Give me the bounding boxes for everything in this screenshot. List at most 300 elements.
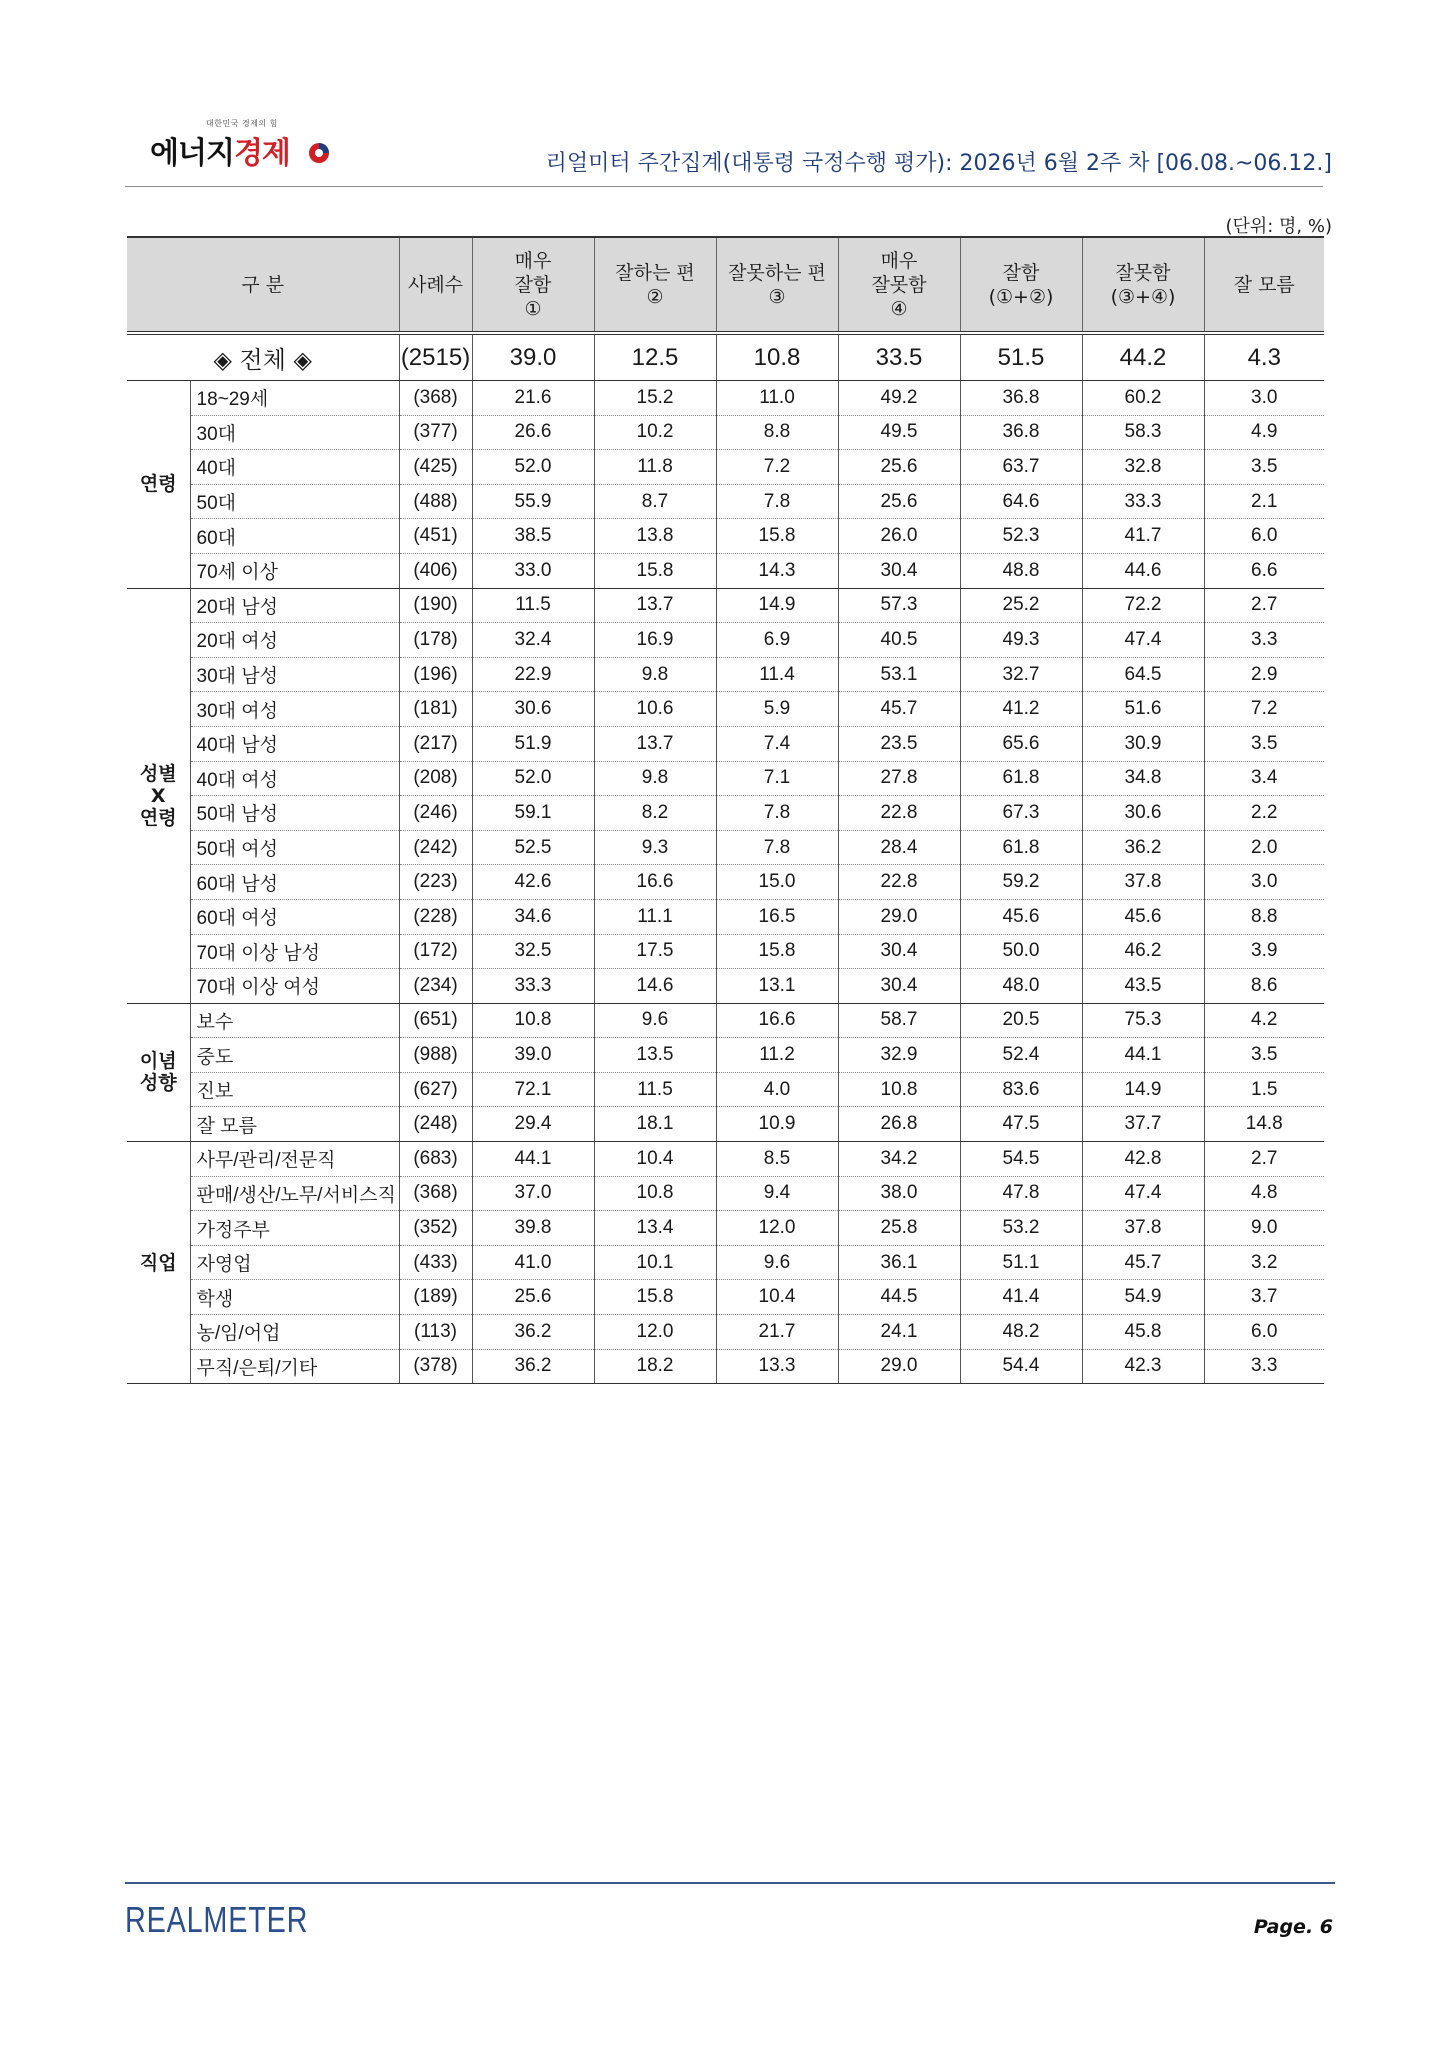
value-cell: 30.4 xyxy=(838,553,960,588)
value-cell: 3.3 xyxy=(1204,1349,1324,1384)
value-cell: 34.8 xyxy=(1082,761,1204,796)
value-cell: 49.5 xyxy=(838,415,960,450)
value-cell: 4.9 xyxy=(1204,415,1324,450)
row-label: 잘 모름 xyxy=(190,1107,399,1142)
value-cell: 2.1 xyxy=(1204,484,1324,519)
value-cell: 36.8 xyxy=(960,415,1082,450)
table-row xyxy=(127,1176,1324,1211)
table-row xyxy=(127,1280,1324,1315)
value-cell: 12.0 xyxy=(716,1211,838,1246)
publisher-logo xyxy=(150,118,350,172)
unit-note: (단위: 명, %) xyxy=(1225,216,1332,237)
total-cases: (2515) xyxy=(399,335,472,381)
value-cell: 6.0 xyxy=(1204,1315,1324,1350)
value-cell: 9.6 xyxy=(594,1003,716,1038)
value-cell: 64.5 xyxy=(1082,657,1204,692)
logo-wordmark-part2: 경제 xyxy=(233,136,290,171)
value-cell: 10.8 xyxy=(838,1072,960,1107)
header-cases: 사례수 xyxy=(399,237,472,332)
page-number: Page. 6 xyxy=(1253,1916,1333,1938)
value-cell: 26.6 xyxy=(472,415,594,450)
value-cell: 32.8 xyxy=(1082,450,1204,485)
value-cell: 13.8 xyxy=(594,519,716,554)
value-cell: 15.0 xyxy=(716,865,838,900)
table-row xyxy=(127,1245,1324,1280)
value-cell: 25.2 xyxy=(960,588,1082,623)
value-cell: 10.9 xyxy=(716,1107,838,1142)
row-label: 사무/관리/전문직 xyxy=(190,1142,399,1177)
row-cases: (246) xyxy=(399,796,472,831)
row-cases: (208) xyxy=(399,761,472,796)
value-cell: 13.5 xyxy=(594,1038,716,1073)
value-cell: 16.5 xyxy=(716,899,838,934)
value-cell: 4.2 xyxy=(1204,1003,1324,1038)
row-label: 무직/은퇴/기타 xyxy=(190,1349,399,1384)
value-cell: 67.3 xyxy=(960,796,1082,831)
row-cases: (228) xyxy=(399,899,472,934)
table-row xyxy=(127,1315,1324,1350)
value-cell: 3.5 xyxy=(1204,450,1324,485)
value-cell: 48.8 xyxy=(960,553,1082,588)
table-row xyxy=(127,934,1324,969)
value-cell: 58.7 xyxy=(838,1003,960,1038)
value-cell: 13.4 xyxy=(594,1211,716,1246)
value-cell: 36.8 xyxy=(960,381,1082,416)
table-row xyxy=(127,1142,1324,1177)
footer-divider xyxy=(125,1882,1335,1884)
table-row xyxy=(127,1003,1324,1038)
value-cell: 52.4 xyxy=(960,1038,1082,1073)
group-label: 연령 xyxy=(127,381,190,589)
value-cell: 3.9 xyxy=(1204,934,1324,969)
row-label: 70대 이상 남성 xyxy=(190,934,399,969)
table-row xyxy=(127,1038,1324,1073)
total-label: ◈ 전체 ◈ xyxy=(127,335,399,381)
row-cases: (242) xyxy=(399,830,472,865)
row-cases: (352) xyxy=(399,1211,472,1246)
row-cases: (223) xyxy=(399,865,472,900)
total-row xyxy=(127,335,1324,381)
row-cases: (181) xyxy=(399,692,472,727)
table-row xyxy=(127,899,1324,934)
value-cell: 83.6 xyxy=(960,1072,1082,1107)
value-cell: 5.9 xyxy=(716,692,838,727)
value-cell: 20.5 xyxy=(960,1003,1082,1038)
value-cell: 30.4 xyxy=(838,934,960,969)
value-cell: 9.8 xyxy=(594,761,716,796)
value-cell: 3.5 xyxy=(1204,1038,1324,1073)
table-row xyxy=(127,1072,1324,1107)
total-cell: 39.0 xyxy=(472,335,594,381)
value-cell: 39.8 xyxy=(472,1211,594,1246)
value-cell: 36.2 xyxy=(472,1315,594,1350)
value-cell: 25.8 xyxy=(838,1211,960,1246)
total-cell: 51.5 xyxy=(960,335,1082,381)
value-cell: 48.2 xyxy=(960,1315,1082,1350)
value-cell: 22.8 xyxy=(838,796,960,831)
value-cell: 32.4 xyxy=(472,623,594,658)
value-cell: 2.9 xyxy=(1204,657,1324,692)
value-cell: 15.8 xyxy=(716,934,838,969)
group-label: 직업 xyxy=(127,1142,190,1384)
value-cell: 25.6 xyxy=(838,484,960,519)
logo-badge-icon xyxy=(308,142,330,164)
value-cell: 3.0 xyxy=(1204,865,1324,900)
value-cell: 29.0 xyxy=(838,899,960,934)
report-title: 리얼미터 주간집계(대통령 국정수행 평가): 2026년 6월 2주 차 [06.08.~06.12.] xyxy=(545,151,1332,176)
value-cell: 25.6 xyxy=(838,450,960,485)
value-cell: 55.9 xyxy=(472,484,594,519)
row-cases: (451) xyxy=(399,519,472,554)
value-cell: 59.1 xyxy=(472,796,594,831)
value-cell: 46.2 xyxy=(1082,934,1204,969)
row-cases: (234) xyxy=(399,969,472,1004)
value-cell: 14.9 xyxy=(716,588,838,623)
row-cases: (433) xyxy=(399,1245,472,1280)
row-cases: (196) xyxy=(399,657,472,692)
row-label: 보수 xyxy=(190,1003,399,1038)
value-cell: 14.9 xyxy=(1082,1072,1204,1107)
value-cell: 59.2 xyxy=(960,865,1082,900)
value-cell: 13.1 xyxy=(716,969,838,1004)
value-cell: 49.2 xyxy=(838,381,960,416)
row-label: 가정주부 xyxy=(190,1211,399,1246)
value-cell: 42.6 xyxy=(472,865,594,900)
table-body xyxy=(127,332,1324,1384)
value-cell: 10.8 xyxy=(472,1003,594,1038)
value-cell: 6.9 xyxy=(716,623,838,658)
value-cell: 45.8 xyxy=(1082,1315,1204,1350)
value-cell: 11.8 xyxy=(594,450,716,485)
value-cell: 9.3 xyxy=(594,830,716,865)
table-row xyxy=(127,657,1324,692)
value-cell: 63.7 xyxy=(960,450,1082,485)
value-cell: 33.3 xyxy=(1082,484,1204,519)
row-label: 진보 xyxy=(190,1072,399,1107)
value-cell: 28.4 xyxy=(838,830,960,865)
value-cell: 10.4 xyxy=(594,1142,716,1177)
total-cell: 44.2 xyxy=(1082,335,1204,381)
value-cell: 8.5 xyxy=(716,1142,838,1177)
value-cell: 2.0 xyxy=(1204,830,1324,865)
row-label: 40대 여성 xyxy=(190,761,399,796)
header-row xyxy=(127,237,1324,332)
value-cell: 54.4 xyxy=(960,1349,1082,1384)
value-cell: 52.3 xyxy=(960,519,1082,554)
value-cell: 54.9 xyxy=(1082,1280,1204,1315)
value-cell: 2.7 xyxy=(1204,1142,1324,1177)
header-very-good: 매우 잘함 ① xyxy=(472,237,594,332)
value-cell: 41.4 xyxy=(960,1280,1082,1315)
value-cell: 41.0 xyxy=(472,1245,594,1280)
value-cell: 12.0 xyxy=(594,1315,716,1350)
value-cell: 17.5 xyxy=(594,934,716,969)
value-cell: 53.2 xyxy=(960,1211,1082,1246)
value-cell: 24.1 xyxy=(838,1315,960,1350)
value-cell: 44.1 xyxy=(1082,1038,1204,1073)
row-cases: (406) xyxy=(399,553,472,588)
row-label: 중도 xyxy=(190,1038,399,1073)
value-cell: 32.9 xyxy=(838,1038,960,1073)
value-cell: 8.2 xyxy=(594,796,716,831)
value-cell: 10.4 xyxy=(716,1280,838,1315)
value-cell: 33.0 xyxy=(472,553,594,588)
value-cell: 3.3 xyxy=(1204,623,1324,658)
value-cell: 61.8 xyxy=(960,761,1082,796)
value-cell: 15.8 xyxy=(594,553,716,588)
value-cell: 45.6 xyxy=(1082,899,1204,934)
value-cell: 21.6 xyxy=(472,381,594,416)
row-label: 30대 남성 xyxy=(190,657,399,692)
row-cases: (190) xyxy=(399,588,472,623)
value-cell: 52.0 xyxy=(472,450,594,485)
row-label: 20대 여성 xyxy=(190,623,399,658)
value-cell: 58.3 xyxy=(1082,415,1204,450)
value-cell: 60.2 xyxy=(1082,381,1204,416)
value-cell: 45.6 xyxy=(960,899,1082,934)
value-cell: 30.6 xyxy=(472,692,594,727)
value-cell: 8.6 xyxy=(1204,969,1324,1004)
value-cell: 51.1 xyxy=(960,1245,1082,1280)
row-cases: (683) xyxy=(399,1142,472,1177)
value-cell: 47.4 xyxy=(1082,1176,1204,1211)
value-cell: 7.2 xyxy=(1204,692,1324,727)
value-cell: 3.2 xyxy=(1204,1245,1324,1280)
row-label: 40대 남성 xyxy=(190,726,399,761)
table-row xyxy=(127,1349,1324,1384)
value-cell: 52.5 xyxy=(472,830,594,865)
approval-table xyxy=(127,236,1324,1384)
value-cell: 34.6 xyxy=(472,899,594,934)
row-label: 50대 여성 xyxy=(190,830,399,865)
row-label: 70세 이상 xyxy=(190,553,399,588)
table-row xyxy=(127,450,1324,485)
table-row xyxy=(127,415,1324,450)
value-cell: 16.9 xyxy=(594,623,716,658)
table-row xyxy=(127,865,1324,900)
row-cases: (377) xyxy=(399,415,472,450)
value-cell: 14.6 xyxy=(594,969,716,1004)
table-row xyxy=(127,726,1324,761)
value-cell: 36.1 xyxy=(838,1245,960,1280)
row-label: 60대 xyxy=(190,519,399,554)
value-cell: 38.0 xyxy=(838,1176,960,1211)
value-cell: 6.6 xyxy=(1204,553,1324,588)
row-label: 40대 xyxy=(190,450,399,485)
row-cases: (425) xyxy=(399,450,472,485)
value-cell: 51.9 xyxy=(472,726,594,761)
logo-wordmark-part1: 에너지 xyxy=(150,136,234,171)
row-cases: (368) xyxy=(399,381,472,416)
value-cell: 54.5 xyxy=(960,1142,1082,1177)
value-cell: 32.7 xyxy=(960,657,1082,692)
value-cell: 10.8 xyxy=(594,1176,716,1211)
value-cell: 37.7 xyxy=(1082,1107,1204,1142)
value-cell: 18.2 xyxy=(594,1349,716,1384)
row-label: 20대 남성 xyxy=(190,588,399,623)
row-cases: (378) xyxy=(399,1349,472,1384)
value-cell: 26.0 xyxy=(838,519,960,554)
table-row xyxy=(127,830,1324,865)
row-label: 60대 여성 xyxy=(190,899,399,934)
value-cell: 8.8 xyxy=(716,415,838,450)
value-cell: 13.3 xyxy=(716,1349,838,1384)
value-cell: 30.9 xyxy=(1082,726,1204,761)
row-cases: (988) xyxy=(399,1038,472,1073)
value-cell: 11.4 xyxy=(716,657,838,692)
row-label: 30대 여성 xyxy=(190,692,399,727)
value-cell: 27.8 xyxy=(838,761,960,796)
value-cell: 47.8 xyxy=(960,1176,1082,1211)
value-cell: 3.5 xyxy=(1204,726,1324,761)
value-cell: 37.8 xyxy=(1082,865,1204,900)
value-cell: 50.0 xyxy=(960,934,1082,969)
row-cases: (651) xyxy=(399,1003,472,1038)
value-cell: 1.5 xyxy=(1204,1072,1324,1107)
table-row xyxy=(127,623,1324,658)
value-cell: 45.7 xyxy=(1082,1245,1204,1280)
value-cell: 16.6 xyxy=(716,1003,838,1038)
row-cases: (178) xyxy=(399,623,472,658)
value-cell: 37.8 xyxy=(1082,1211,1204,1246)
value-cell: 39.0 xyxy=(472,1038,594,1073)
row-cases: (488) xyxy=(399,484,472,519)
value-cell: 61.8 xyxy=(960,830,1082,865)
table-row xyxy=(127,588,1324,623)
table-row xyxy=(127,519,1324,554)
value-cell: 41.7 xyxy=(1082,519,1204,554)
value-cell: 7.2 xyxy=(716,450,838,485)
total-cell: 10.8 xyxy=(716,335,838,381)
value-cell: 41.2 xyxy=(960,692,1082,727)
row-label: 판매/생산/노무/서비스직 xyxy=(190,1176,399,1211)
value-cell: 4.8 xyxy=(1204,1176,1324,1211)
value-cell: 18.1 xyxy=(594,1107,716,1142)
value-cell: 7.4 xyxy=(716,726,838,761)
value-cell: 64.6 xyxy=(960,484,1082,519)
value-cell: 45.7 xyxy=(838,692,960,727)
row-cases: (172) xyxy=(399,934,472,969)
value-cell: 3.4 xyxy=(1204,761,1324,796)
total-cell: 33.5 xyxy=(838,335,960,381)
value-cell: 44.5 xyxy=(838,1280,960,1315)
value-cell: 15.8 xyxy=(594,1280,716,1315)
value-cell: 72.1 xyxy=(472,1072,594,1107)
value-cell: 11.5 xyxy=(472,588,594,623)
row-cases: (248) xyxy=(399,1107,472,1142)
header-very-bad: 매우 잘못함 ④ xyxy=(838,237,960,332)
table-row xyxy=(127,796,1324,831)
header-bad: 잘못하는 편 ③ xyxy=(716,237,838,332)
value-cell: 47.4 xyxy=(1082,623,1204,658)
row-cases: (217) xyxy=(399,726,472,761)
value-cell: 13.7 xyxy=(594,588,716,623)
value-cell: 9.0 xyxy=(1204,1211,1324,1246)
value-cell: 30.4 xyxy=(838,969,960,1004)
header-dont-know: 잘 모름 xyxy=(1204,237,1324,332)
value-cell: 51.6 xyxy=(1082,692,1204,727)
value-cell: 75.3 xyxy=(1082,1003,1204,1038)
row-label: 학생 xyxy=(190,1280,399,1315)
value-cell: 14.8 xyxy=(1204,1107,1324,1142)
realmeter-logo: REALMETER xyxy=(125,1899,309,1940)
value-cell: 40.5 xyxy=(838,623,960,658)
total-cell: 12.5 xyxy=(594,335,716,381)
row-label: 60대 남성 xyxy=(190,865,399,900)
value-cell: 25.6 xyxy=(472,1280,594,1315)
value-cell: 14.3 xyxy=(716,553,838,588)
value-cell: 42.3 xyxy=(1082,1349,1204,1384)
header-negative: 잘못함 (③+④) xyxy=(1082,237,1204,332)
value-cell: 65.6 xyxy=(960,726,1082,761)
value-cell: 44.6 xyxy=(1082,553,1204,588)
value-cell: 3.0 xyxy=(1204,381,1324,416)
value-cell: 32.5 xyxy=(472,934,594,969)
value-cell: 9.4 xyxy=(716,1176,838,1211)
value-cell: 13.7 xyxy=(594,726,716,761)
header-category: 구 분 xyxy=(127,237,399,332)
value-cell: 7.8 xyxy=(716,830,838,865)
value-cell: 36.2 xyxy=(1082,830,1204,865)
logo-wordmark xyxy=(150,128,290,172)
value-cell: 11.0 xyxy=(716,381,838,416)
value-cell: 29.4 xyxy=(472,1107,594,1142)
logo-tagline: 대한민국 경제의 힘 xyxy=(206,119,278,128)
value-cell: 52.0 xyxy=(472,761,594,796)
value-cell: 30.6 xyxy=(1082,796,1204,831)
row-label: 50대 xyxy=(190,484,399,519)
value-cell: 23.5 xyxy=(838,726,960,761)
value-cell: 53.1 xyxy=(838,657,960,692)
value-cell: 16.6 xyxy=(594,865,716,900)
value-cell: 44.1 xyxy=(472,1142,594,1177)
value-cell: 7.8 xyxy=(716,796,838,831)
value-cell: 3.7 xyxy=(1204,1280,1324,1315)
value-cell: 8.8 xyxy=(1204,899,1324,934)
row-label: 30대 xyxy=(190,415,399,450)
value-cell: 15.8 xyxy=(716,519,838,554)
value-cell: 38.5 xyxy=(472,519,594,554)
value-cell: 26.8 xyxy=(838,1107,960,1142)
value-cell: 42.8 xyxy=(1082,1142,1204,1177)
value-cell: 37.0 xyxy=(472,1176,594,1211)
value-cell: 43.5 xyxy=(1082,969,1204,1004)
table-row xyxy=(127,692,1324,727)
group-label: 성별 X 연령 xyxy=(127,588,190,1003)
row-label: 70대 이상 여성 xyxy=(190,969,399,1004)
value-cell: 21.7 xyxy=(716,1315,838,1350)
value-cell: 49.3 xyxy=(960,623,1082,658)
value-cell: 34.2 xyxy=(838,1142,960,1177)
table-row xyxy=(127,1107,1324,1142)
row-label: 50대 남성 xyxy=(190,796,399,831)
row-cases: (113) xyxy=(399,1315,472,1350)
value-cell: 7.1 xyxy=(716,761,838,796)
row-cases: (627) xyxy=(399,1072,472,1107)
value-cell: 48.0 xyxy=(960,969,1082,1004)
value-cell: 22.8 xyxy=(838,865,960,900)
value-cell: 57.3 xyxy=(838,588,960,623)
value-cell: 7.8 xyxy=(716,484,838,519)
value-cell: 11.2 xyxy=(716,1038,838,1073)
row-label: 농/임/어업 xyxy=(190,1315,399,1350)
row-cases: (368) xyxy=(399,1176,472,1211)
value-cell: 72.2 xyxy=(1082,588,1204,623)
value-cell: 10.2 xyxy=(594,415,716,450)
value-cell: 47.5 xyxy=(960,1107,1082,1142)
table-row xyxy=(127,381,1324,416)
table-row xyxy=(127,1211,1324,1246)
